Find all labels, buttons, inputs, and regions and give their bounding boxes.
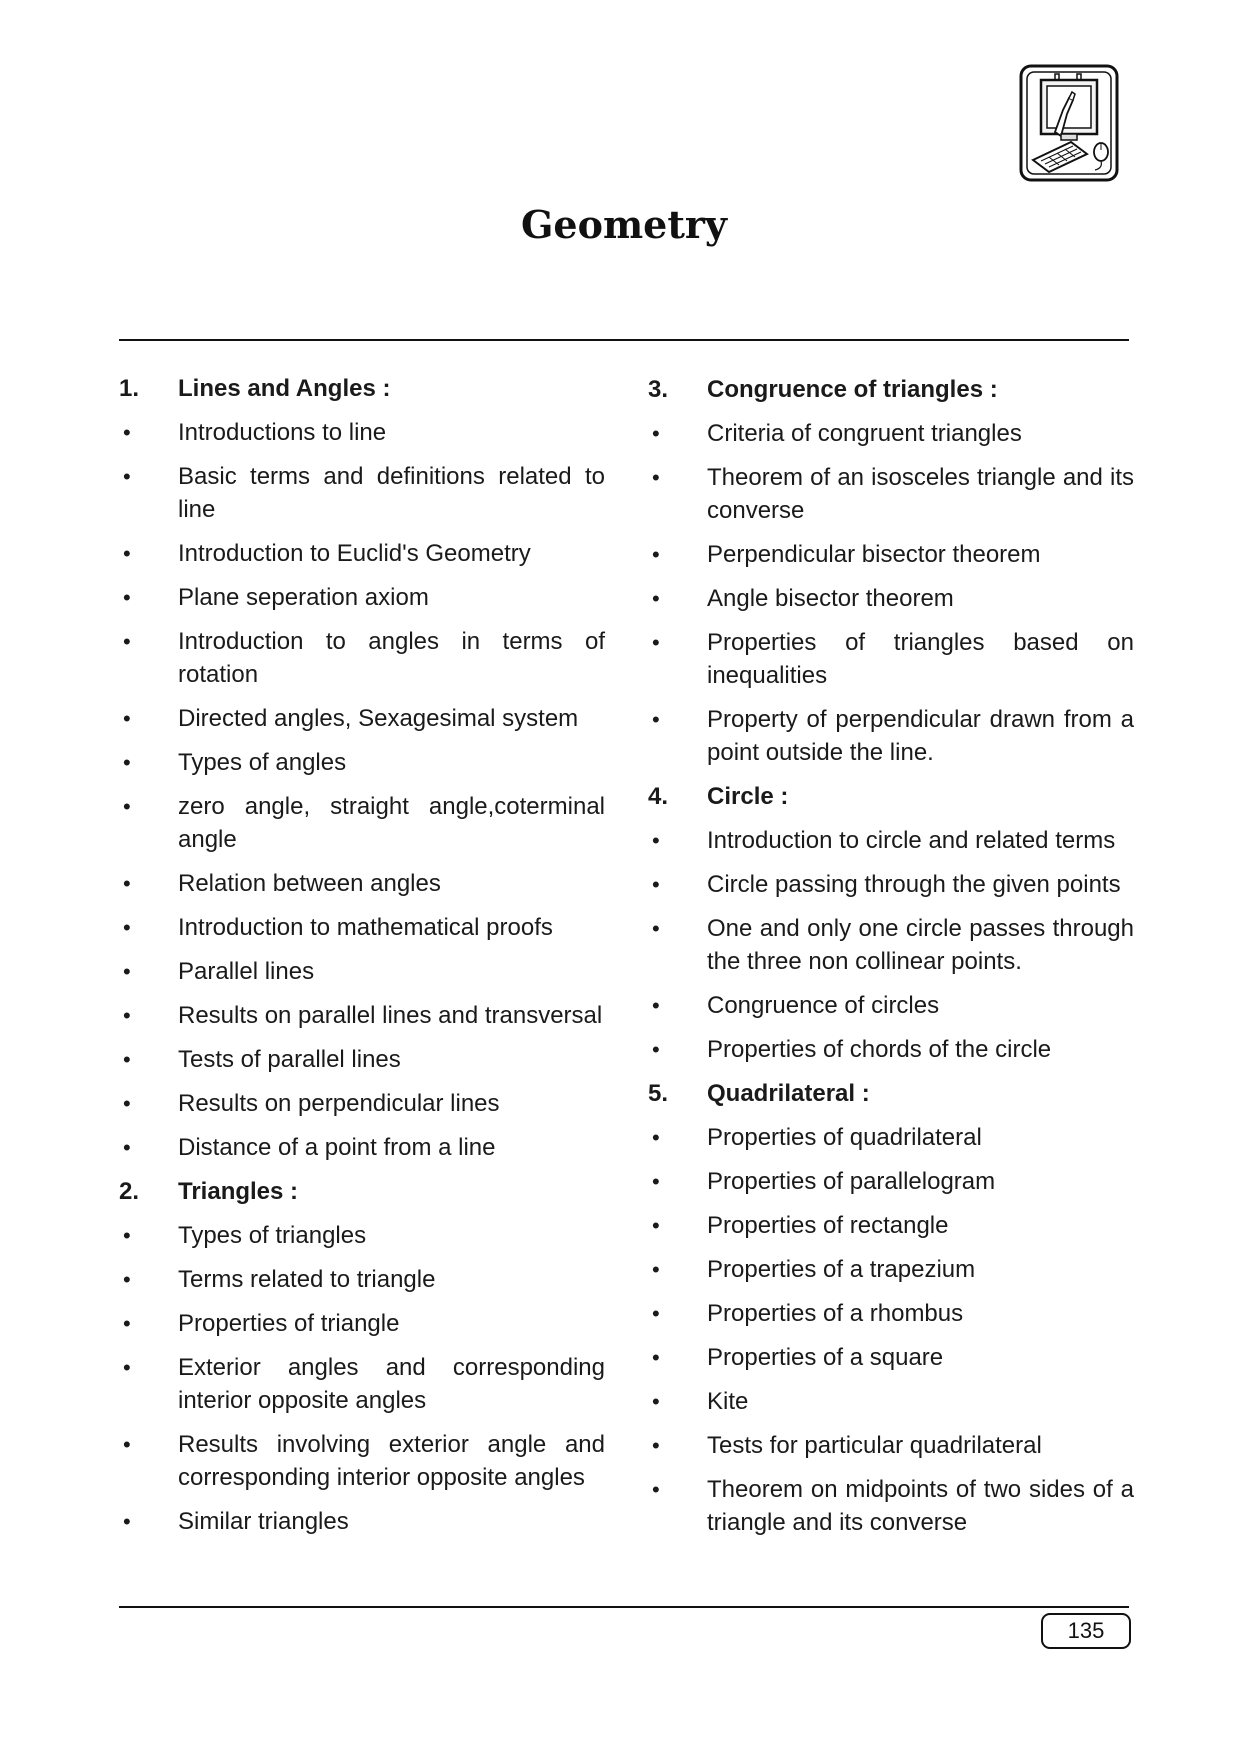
section-number: 4.	[648, 783, 669, 810]
section-heading	[648, 780, 1134, 813]
section-number: 1.	[119, 375, 140, 402]
computer-drawing-icon	[1019, 64, 1119, 182]
list-item	[648, 626, 1134, 692]
list-item	[119, 1263, 605, 1296]
list-item-text: Directed angles, Sexagesimal system	[178, 705, 579, 732]
list-item	[648, 1121, 1134, 1154]
bullet-icon: •	[123, 750, 131, 775]
right-column	[648, 373, 1134, 1550]
list-item	[648, 989, 1134, 1022]
list-item-text: Kite	[707, 1388, 749, 1415]
list-item-text: Introduction to angles in terms of rotation	[178, 628, 605, 688]
section-heading	[648, 1077, 1134, 1110]
list-item	[119, 1428, 605, 1494]
list-item-text: Introduction to Euclid's Geometry	[178, 540, 531, 567]
list-item-text: Properties of rectangle	[707, 1212, 949, 1239]
list-item	[119, 1131, 605, 1164]
bullet-icon: •	[123, 1311, 131, 1336]
list-item	[648, 824, 1134, 857]
bullet-icon: •	[123, 1355, 131, 1380]
list-item	[648, 1209, 1134, 1242]
list-item	[648, 1033, 1134, 1066]
bullet-icon: •	[652, 1037, 660, 1062]
bullet-icon: •	[652, 465, 660, 490]
list-item-text: Properties of triangles based on inequalities	[707, 629, 1134, 689]
list-item-text: Properties of chords of the circle	[707, 1036, 1052, 1063]
list-item	[648, 912, 1134, 978]
list-item-text: Properties of a rhombus	[707, 1300, 964, 1327]
list-item	[648, 1341, 1134, 1374]
bullet-icon: •	[123, 1003, 131, 1028]
bullet-icon: •	[123, 794, 131, 819]
list-item	[119, 625, 605, 691]
list-item-text: Types of angles	[178, 749, 347, 776]
list-item	[648, 1253, 1134, 1286]
bullet-icon: •	[652, 542, 660, 567]
bottom-divider	[119, 1606, 1129, 1608]
list-item-text: Theorem on midpoints of two sides of a triangle and its converse	[707, 1476, 1134, 1536]
bullet-icon: •	[123, 1135, 131, 1160]
section-title: Circle :	[707, 783, 789, 810]
list-item	[648, 538, 1134, 571]
bullet-icon: •	[652, 1345, 660, 1370]
list-item-text: Exterior angles and corresponding interior opposite angles	[178, 1354, 605, 1414]
list-item-text: Results on perpendicular lines	[178, 1090, 500, 1117]
list-item-text: Congruence of circles	[707, 992, 940, 1019]
list-item-text: Results involving exterior angle and corresponding interior opposite angles	[178, 1431, 605, 1491]
page-number: 135	[1041, 1613, 1131, 1649]
bullet-icon: •	[123, 541, 131, 566]
list-item-text: Introduction to mathematical proofs	[178, 914, 553, 941]
list-item-text: Types of triangles	[178, 1222, 367, 1249]
list-item-text: Basic terms and definitions related to line	[178, 463, 605, 523]
list-item-text: Properties of quadrilateral	[707, 1124, 982, 1151]
list-item-text: Terms related to triangle	[178, 1266, 436, 1293]
bullet-icon: •	[652, 707, 660, 732]
bullet-icon: •	[652, 1301, 660, 1326]
bullet-icon: •	[652, 872, 660, 897]
list-item-text: One and only one circle passes through the three non collinear points.	[707, 915, 1134, 975]
list-item	[119, 955, 605, 988]
list-item-text: Results on parallel lines and transversal	[178, 1002, 603, 1029]
list-item-text: Property of perpendicular drawn from a point outside the line.	[707, 706, 1134, 766]
computer-drawing-icon-graphic	[1019, 64, 1119, 182]
bullet-icon: •	[123, 915, 131, 940]
list-item	[119, 999, 605, 1032]
section-title: Lines and Angles :	[178, 375, 391, 402]
bullet-icon: •	[123, 706, 131, 731]
list-item	[119, 911, 605, 944]
list-item	[119, 1351, 605, 1417]
list-item-text: Properties of triangle	[178, 1310, 400, 1337]
bullet-icon: •	[123, 1509, 131, 1534]
left-column	[119, 372, 605, 1549]
bullet-icon: •	[652, 1389, 660, 1414]
list-item-text: Properties of a square	[707, 1344, 944, 1371]
list-item	[119, 460, 605, 526]
list-item	[648, 703, 1134, 769]
bullet-icon: •	[123, 959, 131, 984]
section-title: Congruence of triangles :	[707, 376, 998, 403]
list-item	[119, 702, 605, 735]
list-item	[119, 1505, 605, 1538]
list-item	[648, 1429, 1134, 1462]
page-title: Geometry	[520, 202, 727, 247]
list-item-text: Properties of a trapezium	[707, 1256, 976, 1283]
list-item	[648, 868, 1134, 901]
list-item	[119, 1307, 605, 1340]
list-item-text: Parallel lines	[178, 958, 315, 985]
bullet-icon: •	[123, 464, 131, 489]
bullet-icon: •	[123, 871, 131, 896]
list-item	[648, 1473, 1134, 1539]
list-item	[119, 867, 605, 900]
bullet-icon: •	[652, 828, 660, 853]
bullet-icon: •	[123, 1223, 131, 1248]
bullet-icon: •	[652, 916, 660, 941]
list-item	[119, 537, 605, 570]
bullet-icon: •	[652, 1169, 660, 1194]
section-heading	[119, 1175, 605, 1208]
list-item-text: Criteria of congruent triangles	[707, 420, 1022, 447]
list-item	[119, 1043, 605, 1076]
bullet-icon: •	[652, 1257, 660, 1282]
list-item	[119, 790, 605, 856]
list-item-text: Perpendicular bisector theorem	[707, 541, 1041, 568]
bullet-icon: •	[123, 1091, 131, 1116]
list-item	[119, 1087, 605, 1120]
bullet-icon: •	[123, 629, 131, 654]
bullet-icon: •	[652, 1125, 660, 1150]
list-item-text: Properties of parallelogram	[707, 1168, 996, 1195]
list-item-text: Distance of a point from a line	[178, 1134, 496, 1161]
bullet-icon: •	[652, 993, 660, 1018]
bullet-icon: •	[652, 1433, 660, 1458]
top-divider	[119, 339, 1129, 341]
list-item-text: Similar triangles	[178, 1508, 349, 1535]
list-item	[119, 746, 605, 779]
list-item-text: Introduction to circle and related terms	[707, 827, 1116, 854]
list-item	[648, 582, 1134, 615]
section-number: 3.	[648, 376, 669, 403]
list-item	[119, 416, 605, 449]
bullet-icon: •	[652, 1213, 660, 1238]
bullet-icon: •	[652, 586, 660, 611]
section-title: Triangles :	[178, 1178, 299, 1205]
list-item	[648, 1165, 1134, 1198]
bullet-icon: •	[652, 630, 660, 655]
list-item-text: Tests for particular quadrilateral	[707, 1432, 1042, 1459]
bullet-icon: •	[123, 1047, 131, 1072]
section-heading	[119, 372, 605, 405]
section-title: Quadrilateral :	[707, 1080, 870, 1107]
list-item-text: zero angle, straight angle,coterminal angle	[178, 793, 605, 853]
bullet-icon: •	[123, 1432, 131, 1457]
list-item-text: Tests of parallel lines	[178, 1046, 401, 1073]
bullet-icon: •	[652, 421, 660, 446]
list-item-text: Introductions to line	[178, 419, 387, 446]
list-item-text: Theorem of an isosceles triangle and its converse	[707, 464, 1134, 524]
list-item-text: Plane seperation axiom	[178, 584, 429, 611]
list-item	[648, 461, 1134, 527]
section-heading	[648, 373, 1134, 406]
list-item	[648, 1385, 1134, 1418]
list-item	[648, 417, 1134, 450]
list-item-text: Relation between angles	[178, 870, 441, 897]
bullet-icon: •	[123, 1267, 131, 1292]
section-number: 2.	[119, 1178, 140, 1205]
list-item	[119, 581, 605, 614]
bullet-icon: •	[652, 1477, 660, 1502]
list-item-text: Circle passing through the given points	[707, 871, 1121, 898]
list-item-text: Angle bisector theorem	[707, 585, 954, 612]
list-item	[119, 1219, 605, 1252]
list-item	[648, 1297, 1134, 1330]
section-number: 5.	[648, 1080, 669, 1107]
bullet-icon: •	[123, 420, 131, 445]
bullet-icon: •	[123, 585, 131, 610]
